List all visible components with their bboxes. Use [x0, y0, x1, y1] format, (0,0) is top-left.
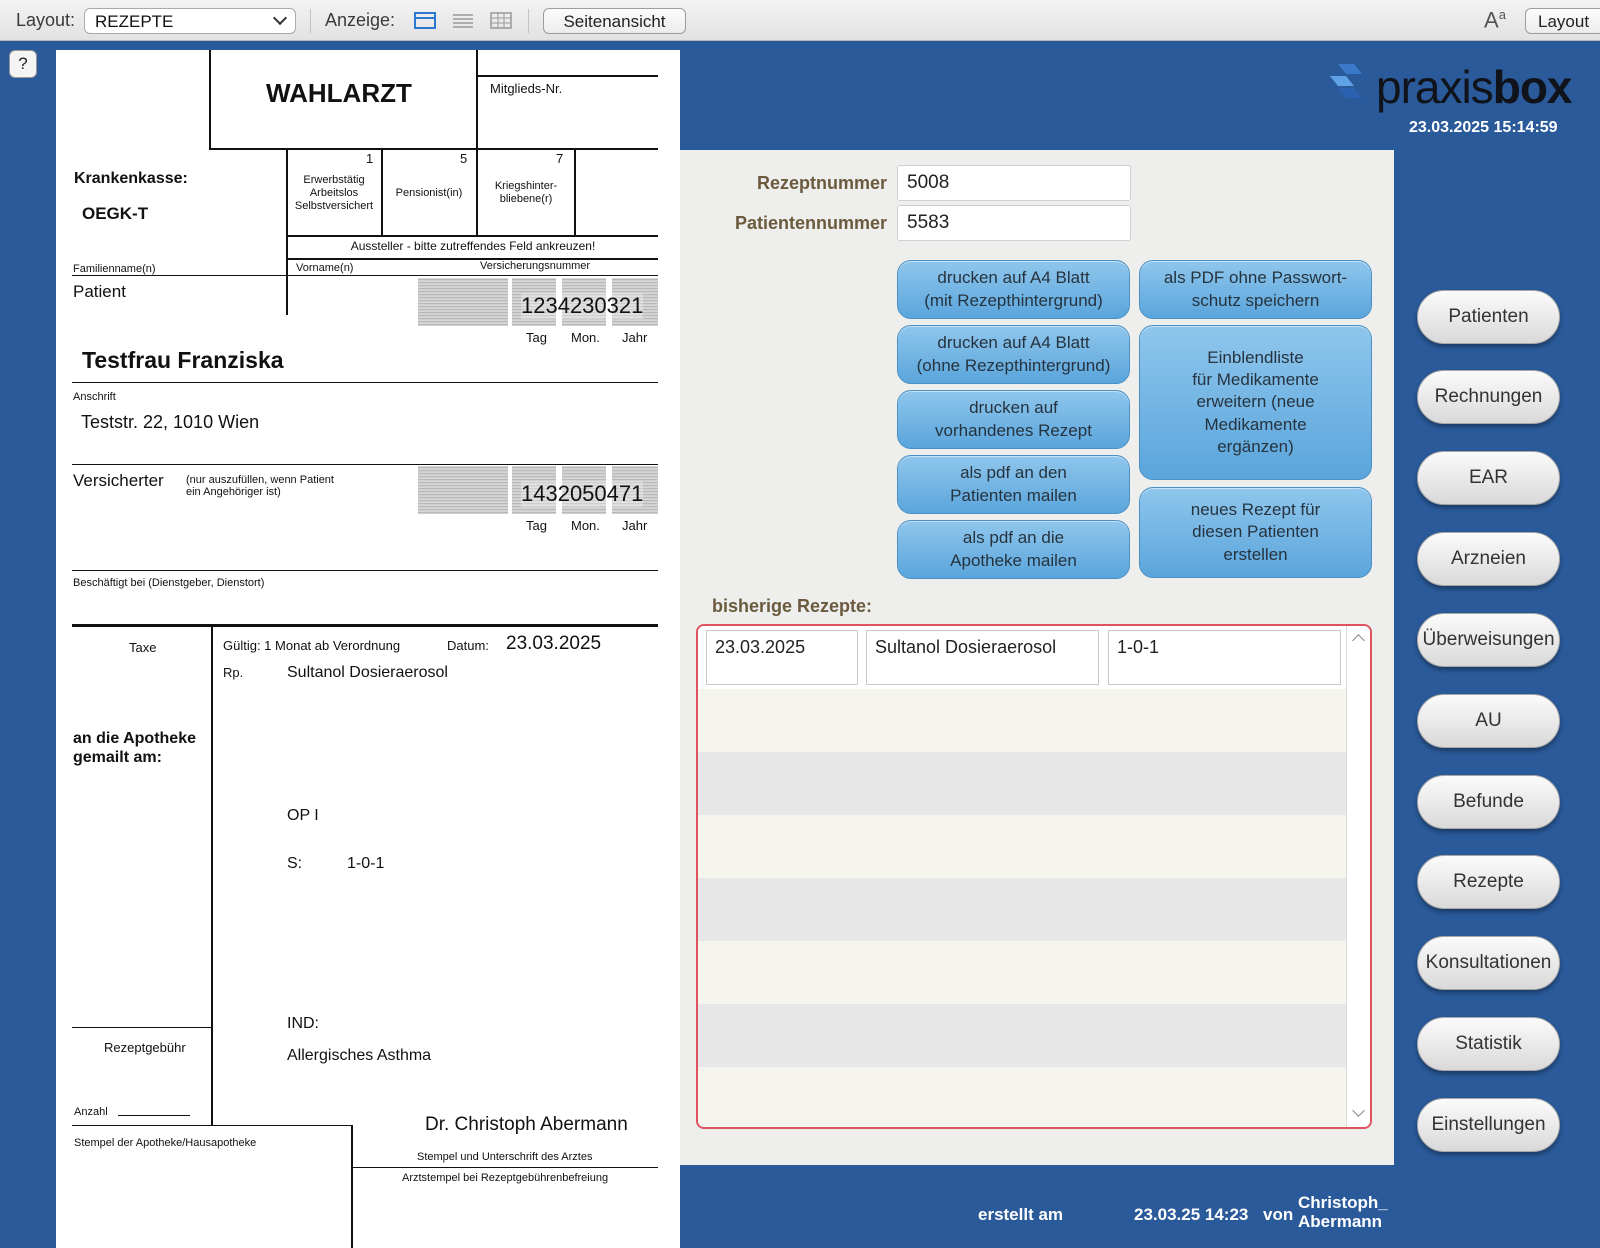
- table-row[interactable]: [698, 626, 1348, 689]
- box5-num: 5: [460, 151, 468, 166]
- s-label: S:: [287, 855, 303, 872]
- apotheke-gemailt-label: an die Apotheke gemailt am:: [73, 730, 196, 767]
- datum-label: Datum:: [447, 638, 489, 653]
- rezeptgebuehr-label: Rezeptgebühr: [104, 1040, 186, 1055]
- versicherter-note: (nur auszufüllen, wenn Patient ein Angehöriger ist): [186, 474, 334, 499]
- new-prescription-button[interactable]: neues Rezept für diesen Patienten erstellen: [1139, 487, 1372, 578]
- layout-select[interactable]: [84, 8, 296, 34]
- divider: [574, 150, 576, 236]
- nav-ueberweisungen[interactable]: Überweisungen: [1417, 613, 1560, 667]
- print-existing-prescription-button[interactable]: drucken auf vorhandenes Rezept: [897, 390, 1130, 449]
- patientennummer-label: Patientennummer: [734, 213, 887, 233]
- help-button[interactable]: ?: [9, 50, 37, 78]
- rezeptnummer-label: Rezeptnummer: [756, 173, 887, 193]
- indikation: Allergisches Asthma: [287, 1047, 432, 1064]
- table-view-icon[interactable]: [490, 12, 512, 29]
- divider: [209, 50, 211, 150]
- nav-einstellungen[interactable]: Einstellungen: [1417, 1098, 1560, 1152]
- patient-name: Testfrau Franziska: [82, 347, 284, 373]
- taxe-label: Taxe: [129, 640, 157, 655]
- chevron-down-icon: [273, 11, 287, 25]
- table-row: [698, 689, 1348, 752]
- arztstempel-label: Arztstempel bei Rezeptgebührenbefreiung: [402, 1172, 609, 1184]
- table-row: [698, 878, 1348, 941]
- datum-value: 23.03.2025: [506, 633, 602, 654]
- nav-ear[interactable]: EAR: [1417, 451, 1560, 505]
- text-size-icon[interactable]: [1484, 7, 1506, 33]
- praxisbox-logo-icon: [1326, 62, 1372, 102]
- table-row: [698, 1067, 1348, 1129]
- layout-label: Layout:: [16, 10, 76, 30]
- svnr-grey-box: [418, 466, 508, 514]
- divider: [211, 626, 213, 1126]
- layout-button[interactable]: Layout: [1525, 8, 1600, 34]
- divider: [381, 150, 383, 236]
- table-row: [698, 1004, 1348, 1067]
- created-by-user: Christoph_ Abermann: [1298, 1193, 1388, 1231]
- print-a4-without-background-button[interactable]: drucken auf A4 Blatt (ohne Rezepthintergrund): [897, 325, 1130, 384]
- table-row: [698, 941, 1348, 1004]
- nav-statistik[interactable]: Statistik: [1417, 1017, 1560, 1071]
- scroll-up-icon[interactable]: [1352, 634, 1365, 647]
- separator: [528, 9, 529, 33]
- familienname-label: Familienname(n): [73, 263, 156, 275]
- prescription-form: [56, 50, 680, 1248]
- divider: [351, 1167, 658, 1168]
- mitglieds-nr-label: Mitglieds-Nr.: [490, 81, 563, 96]
- save-pdf-without-password-button[interactable]: als PDF ohne Passwort- schutz speichern: [1139, 260, 1372, 319]
- history-date[interactable]: 23.03.2025: [706, 630, 858, 685]
- jahr-label: Jahr: [622, 330, 648, 345]
- seitenansicht-button[interactable]: Seitenansicht: [543, 8, 686, 34]
- history-dose[interactable]: 1-0-1: [1108, 630, 1341, 685]
- op-label: OP I: [287, 807, 319, 824]
- versicherter-label: Versicherter: [73, 471, 164, 490]
- history-drug[interactable]: Sultanol Dosieraerosol: [866, 630, 1099, 685]
- scrollbar[interactable]: [1346, 626, 1370, 1127]
- jahr-label: Jahr: [622, 518, 648, 533]
- patientennummer-field[interactable]: 5583: [897, 205, 1131, 241]
- patient-label: Patient: [73, 282, 126, 301]
- layout-select-value: REZEPTE: [95, 12, 174, 31]
- divider: [476, 75, 658, 77]
- extend-medication-list-button[interactable]: Einblendliste für Medikamente erweitern (neue Medikamente ergänzen): [1139, 325, 1372, 480]
- dosierung: 1-0-1: [347, 855, 385, 872]
- tag-label: Tag: [526, 518, 547, 533]
- divider: [72, 624, 658, 627]
- divider: [209, 148, 476, 150]
- rezeptnummer-field[interactable]: 5008: [897, 165, 1131, 201]
- nav-rezepte[interactable]: Rezepte: [1417, 855, 1560, 909]
- box5-text: Pensionist(in): [395, 187, 463, 199]
- brand-name-bold: box: [1492, 61, 1572, 113]
- anzeige-label: Anzeige:: [325, 10, 396, 30]
- divider: [72, 464, 658, 465]
- aussteller-note: Aussteller - bitte zutreffendes Feld ankreuzen!: [350, 239, 596, 253]
- divider: [476, 150, 478, 236]
- divider: [286, 258, 658, 260]
- nav-arzneien[interactable]: Arzneien: [1417, 532, 1560, 586]
- divider: [72, 275, 658, 276]
- separator: [310, 9, 311, 33]
- divider: [72, 1027, 211, 1028]
- divider: [118, 1115, 190, 1116]
- table-row: [698, 815, 1348, 878]
- divider: [476, 50, 478, 150]
- box1-num: 1: [366, 151, 374, 166]
- divider: [72, 570, 658, 571]
- mail-pdf-to-pharmacy-button[interactable]: als pdf an die Apotheke mailen: [897, 520, 1130, 579]
- nav-rechnungen[interactable]: Rechnungen: [1417, 370, 1560, 424]
- anschrift-label: Anschrift: [73, 391, 116, 403]
- medikament: Sultanol Dosieraerosol: [287, 664, 448, 681]
- box1-text: Erwerbstätig Arbeitslos Selbstversichert: [294, 174, 374, 213]
- divider: [72, 382, 658, 383]
- brand-name: [1376, 60, 1572, 114]
- created-datetime: 23.03.25 14:23: [1134, 1205, 1249, 1224]
- divider: [286, 235, 658, 237]
- stempel-apotheke-label: Stempel der Apotheke/Hausapotheke: [74, 1137, 257, 1149]
- form-view-icon[interactable]: [414, 12, 436, 29]
- stempel-arzt-label: Stempel und Unterschrift des Arztes: [417, 1151, 593, 1163]
- current-datetime: 23.03.2025 15:14:59: [1409, 119, 1558, 136]
- created-label: erstellt am: [978, 1205, 1064, 1224]
- anzahl-label: Anzahl: [74, 1106, 108, 1118]
- svnr-patient: 1234230321: [521, 293, 644, 318]
- brand-name-light: praxis: [1376, 61, 1493, 113]
- ind-label: IND:: [287, 1015, 319, 1032]
- beschaeftigt-label: Beschäftigt bei (Dienstgeber, Dienstort): [73, 577, 265, 589]
- tag-label: Tag: [526, 330, 547, 345]
- svnr-versicherter: 1432050471: [521, 481, 644, 506]
- nav-au[interactable]: AU: [1417, 694, 1560, 748]
- nav-patienten[interactable]: Patienten: [1417, 290, 1560, 344]
- svnr-grey-box: [418, 278, 508, 326]
- box7-num: 7: [556, 151, 564, 166]
- text-size-main: A: [1484, 7, 1499, 33]
- wahlarzt-title: WAHLARZT: [266, 78, 412, 108]
- krankenkasse-label: Krankenkasse:: [74, 170, 188, 187]
- arzt-name: Dr. Christoph Abermann: [425, 1114, 628, 1135]
- anschrift-value: Teststr. 22, 1010 Wien: [81, 412, 260, 432]
- mon-label: Mon.: [571, 518, 600, 533]
- divider: [351, 1125, 353, 1248]
- print-a4-with-background-button[interactable]: drucken auf A4 Blatt (mit Rezepthintergrund): [897, 260, 1130, 319]
- rp-label: Rp.: [223, 665, 244, 680]
- nav-befunde[interactable]: Befunde: [1417, 775, 1560, 829]
- table-row: [698, 752, 1348, 815]
- history-list[interactable]: [696, 624, 1372, 1129]
- created-by-label: von: [1263, 1205, 1294, 1224]
- versicherungsnummer-label: Versicherungsnummer: [480, 260, 591, 272]
- history-title: bisherige Rezepte:: [712, 596, 873, 616]
- mail-pdf-to-patient-button[interactable]: als pdf an den Patienten mailen: [897, 455, 1130, 514]
- nav-konsultationen[interactable]: Konsultationen: [1417, 936, 1560, 990]
- divider: [72, 1125, 352, 1126]
- scroll-down-icon[interactable]: [1352, 1104, 1365, 1117]
- divider: [476, 148, 658, 150]
- mon-label: Mon.: [571, 330, 600, 345]
- box7-text: Kriegshinter- bliebene(r): [494, 180, 558, 206]
- vorname-label: Vorname(n): [296, 262, 354, 274]
- gueltig-label: Gültig: 1 Monat ab Verordnung: [223, 638, 401, 653]
- toolbar: [0, 0, 1600, 41]
- krankenkasse-value: OEGK-T: [82, 204, 149, 223]
- text-size-sup: a: [1498, 7, 1506, 22]
- list-view-icon[interactable]: [452, 12, 474, 29]
